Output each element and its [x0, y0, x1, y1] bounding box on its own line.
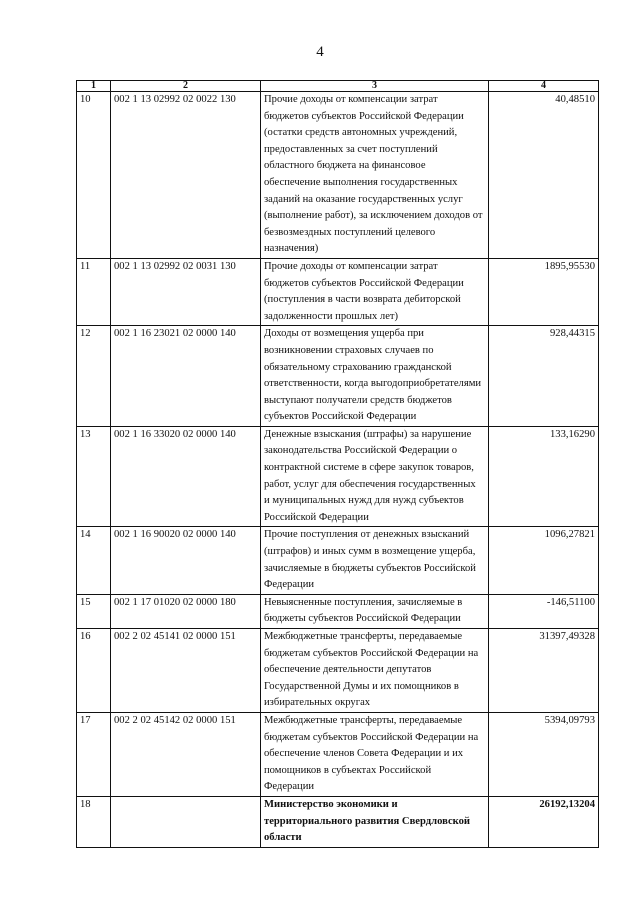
description-line: Прочие доходы от компенсации затрат	[264, 94, 438, 105]
table-row	[77, 326, 599, 427]
description-line: бюджетов субъектов Российской Федерации	[264, 277, 464, 289]
budget-code-cell: 002 1 16 33020 02 0000 140	[111, 426, 261, 527]
table-body	[77, 92, 599, 848]
description-line: работ, услуг для обеспечения государственных	[264, 478, 476, 490]
description-line: обеспечение выполнения государственных	[264, 176, 458, 188]
description-line: бюджетов субъектов Российской Федерации	[264, 110, 464, 122]
description-line: областного бюджета на финансовое	[264, 160, 426, 172]
description-line: Межбюджетные трансферты, передаваемые	[264, 631, 463, 642]
amount-cell: 1096,27821	[489, 527, 599, 594]
amount-cell: 5394,09793	[489, 712, 599, 796]
amount-cell: 40,48510	[489, 92, 599, 259]
description-line: заданий на оказание государственных услуг	[264, 193, 463, 205]
table-row	[77, 92, 599, 259]
description-line: Федерации	[264, 781, 315, 793]
description-line: (штрафов) и иных сумм в возмещение ущерба,	[264, 546, 476, 558]
description-line: Министерство экономики и	[264, 798, 398, 810]
row-number-cell: 16	[77, 629, 111, 713]
description-line: предоставленных за счет поступлений	[264, 143, 438, 155]
description-cell	[261, 629, 489, 713]
budget-code-cell	[111, 796, 261, 847]
description-line: Межбюджетные трансферты, передаваемые	[264, 714, 463, 726]
budget-code-cell: 002 1 16 23021 02 0000 140	[111, 326, 261, 427]
description-line: (выполнение работ), за исключением доходов от	[264, 210, 483, 222]
budget-code-cell: 002 1 17 01020 02 0000 180	[111, 594, 261, 628]
description-line: Невыясненные поступления, зачисляемые в	[264, 596, 463, 608]
description-line: контрактной системе в сфере закупок товаров,	[264, 462, 474, 474]
table-row	[77, 594, 599, 628]
description-line: безвозмездных поступлений целевого	[264, 226, 436, 238]
budget-code-cell: 002 2 02 45142 02 0000 151	[111, 712, 261, 796]
description-line: (остатки средств автономных учреждений,	[264, 127, 458, 139]
row-number-cell: 10	[77, 92, 111, 259]
budget-code-cell: 002 1 13 02992 02 0031 130	[111, 258, 261, 325]
description-line: законодательства Российской Федерации о	[264, 445, 458, 457]
column-header-4: 4	[489, 81, 599, 92]
column-header-1: 1	[77, 81, 111, 92]
table-row	[77, 426, 599, 527]
amount-cell: 133,16290	[489, 426, 599, 527]
description-line: субъектов Российской Федерации	[264, 411, 417, 423]
amount-cell: -146,51100	[489, 594, 599, 628]
description-line: избирательных округах	[264, 697, 371, 709]
description-line: территориального развития Свердловской	[264, 815, 471, 827]
description-line: (поступления в части возврата дебиторской	[264, 294, 461, 306]
amount-cell: 26192,13204	[489, 796, 599, 847]
description-line: бюджетам субъектов Российской Федерации на	[264, 731, 479, 743]
description-line: области	[264, 832, 302, 844]
description-cell	[261, 426, 489, 527]
budget-code-cell: 002 2 02 45141 02 0000 151	[111, 629, 261, 713]
description-line: Государственной Думы и их помощников в	[264, 680, 459, 692]
row-number-cell: 14	[77, 527, 111, 594]
description-line: задолженности прошлых лет)	[264, 310, 399, 322]
table-header-row	[77, 81, 599, 92]
description-line: обеспечение членов Совета Федерации и их	[264, 748, 464, 760]
table-row	[77, 527, 599, 594]
description-line: Российской Федерации	[264, 511, 369, 523]
row-number-cell: 17	[77, 712, 111, 796]
description-cell	[261, 527, 489, 594]
description-line: обеспечение деятельности депутатов	[264, 664, 432, 676]
table-row	[77, 258, 599, 325]
description-line: и муниципальных нужд для нужд субъектов	[264, 495, 464, 507]
table-row	[77, 796, 599, 847]
description-line: Прочие поступления от денежных взысканий	[264, 529, 470, 541]
description-cell	[261, 712, 489, 796]
description-cell	[261, 594, 489, 628]
row-number-cell: 15	[77, 594, 111, 628]
description-line: обязательному страхованию гражданской	[264, 361, 452, 373]
description-line: бюджеты субъектов Российской Федерации	[264, 613, 461, 625]
row-number-cell: 18	[77, 796, 111, 847]
description-line: бюджетам субъектов Российской Федерации на	[264, 647, 479, 659]
table-row	[77, 629, 599, 713]
description-line: ответственности, когда выгодоприобретателями	[264, 378, 482, 390]
description-cell	[261, 326, 489, 427]
description-line: зачисляемые в бюджеты субъектов Российской	[264, 562, 476, 574]
budget-code-cell: 002 1 16 90020 02 0000 140	[111, 527, 261, 594]
amount-cell: 1895,95530	[489, 258, 599, 325]
description-cell	[261, 92, 489, 259]
description-line: Доходы от возмещения ущерба при	[264, 328, 424, 340]
budget-code-cell: 002 1 13 02992 02 0022 130	[111, 92, 261, 259]
revenue-table	[76, 80, 599, 848]
description-cell	[261, 258, 489, 325]
description-line: назначения)	[264, 243, 319, 255]
amount-cell: 31397,49328	[489, 629, 599, 713]
description-cell	[261, 796, 489, 847]
description-line: Денежные взыскания (штрафы) за нарушение	[264, 428, 472, 440]
row-number-cell: 12	[77, 326, 111, 427]
description-line: выступают получатели средств бюджетов	[264, 394, 452, 406]
description-line: возникновении страховых случаев по	[264, 344, 434, 356]
description-line: помощников в субъектах Российской	[264, 764, 432, 776]
table-row	[77, 712, 599, 796]
description-line: Прочие доходы от компенсации затрат	[264, 260, 438, 272]
column-header-3: 3	[261, 81, 489, 92]
page-number: 4	[316, 44, 324, 60]
row-number-cell: 13	[77, 426, 111, 527]
description-line: Федерации	[264, 579, 315, 591]
column-header-2: 2	[111, 81, 261, 92]
amount-cell: 928,44315	[489, 326, 599, 427]
row-number-cell: 11	[77, 258, 111, 325]
